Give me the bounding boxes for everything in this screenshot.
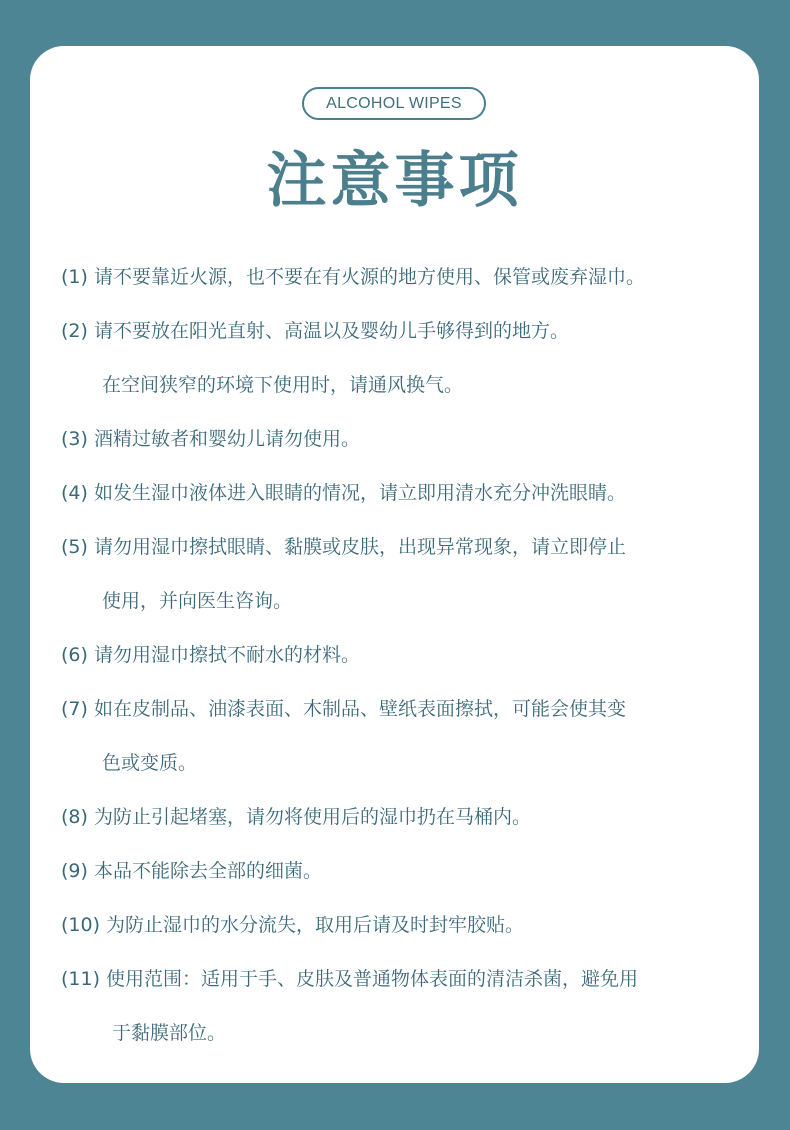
page-title: 注意事项: [266, 146, 523, 216]
notice-item-5-continued: 使用，并向医生咨询。: [102, 590, 293, 612]
notice-item-9: (9) 本品不能除去全部的细菌。: [61, 860, 322, 882]
product-badge: ALCOHOL WIPES: [302, 87, 486, 120]
notice-item-10: (10) 为防止湿巾的水分流失，取用后请及时封牢胶贴。: [61, 914, 525, 936]
notice-item-8: (8) 为防止引起堵塞，请勿将使用后的湿巾扔在马桶内。: [61, 806, 531, 828]
notice-card: [30, 46, 759, 1083]
notice-item-2-continued: 在空间狭窄的环境下使用时，请通风换气。: [102, 374, 464, 396]
notice-item-7: (7) 如在皮制品、油漆表面、木制品、壁纸表面擦拭，可能会使其变: [61, 698, 626, 720]
notice-item-5: (5) 请勿用湿巾擦拭眼睛、黏膜或皮肤，出现异常现象，请立即停止: [61, 536, 626, 558]
notice-item-2: (2) 请不要放在阳光直射、高温以及婴幼儿手够得到的地方。: [61, 320, 569, 342]
notice-item-11: (11) 使用范围：适用于手、皮肤及普通物体表面的清洁杀菌，避免用: [61, 968, 639, 990]
notice-item-6: (6) 请勿用湿巾擦拭不耐水的材料。: [61, 644, 360, 666]
notice-item-11-continued: 于黏膜部位。: [112, 1022, 227, 1044]
notice-item-4: (4) 如发生湿巾液体进入眼睛的情况，请立即用清水充分冲洗眼睛。: [61, 482, 626, 504]
notice-item-3: (3) 酒精过敏者和婴幼儿请勿使用。: [61, 428, 360, 450]
notice-item-7-continued: 色或变质。: [102, 752, 198, 774]
notice-item-1: (1) 请不要靠近火源，也不要在有火源的地方使用、保管或废弃湿巾。: [61, 266, 645, 288]
